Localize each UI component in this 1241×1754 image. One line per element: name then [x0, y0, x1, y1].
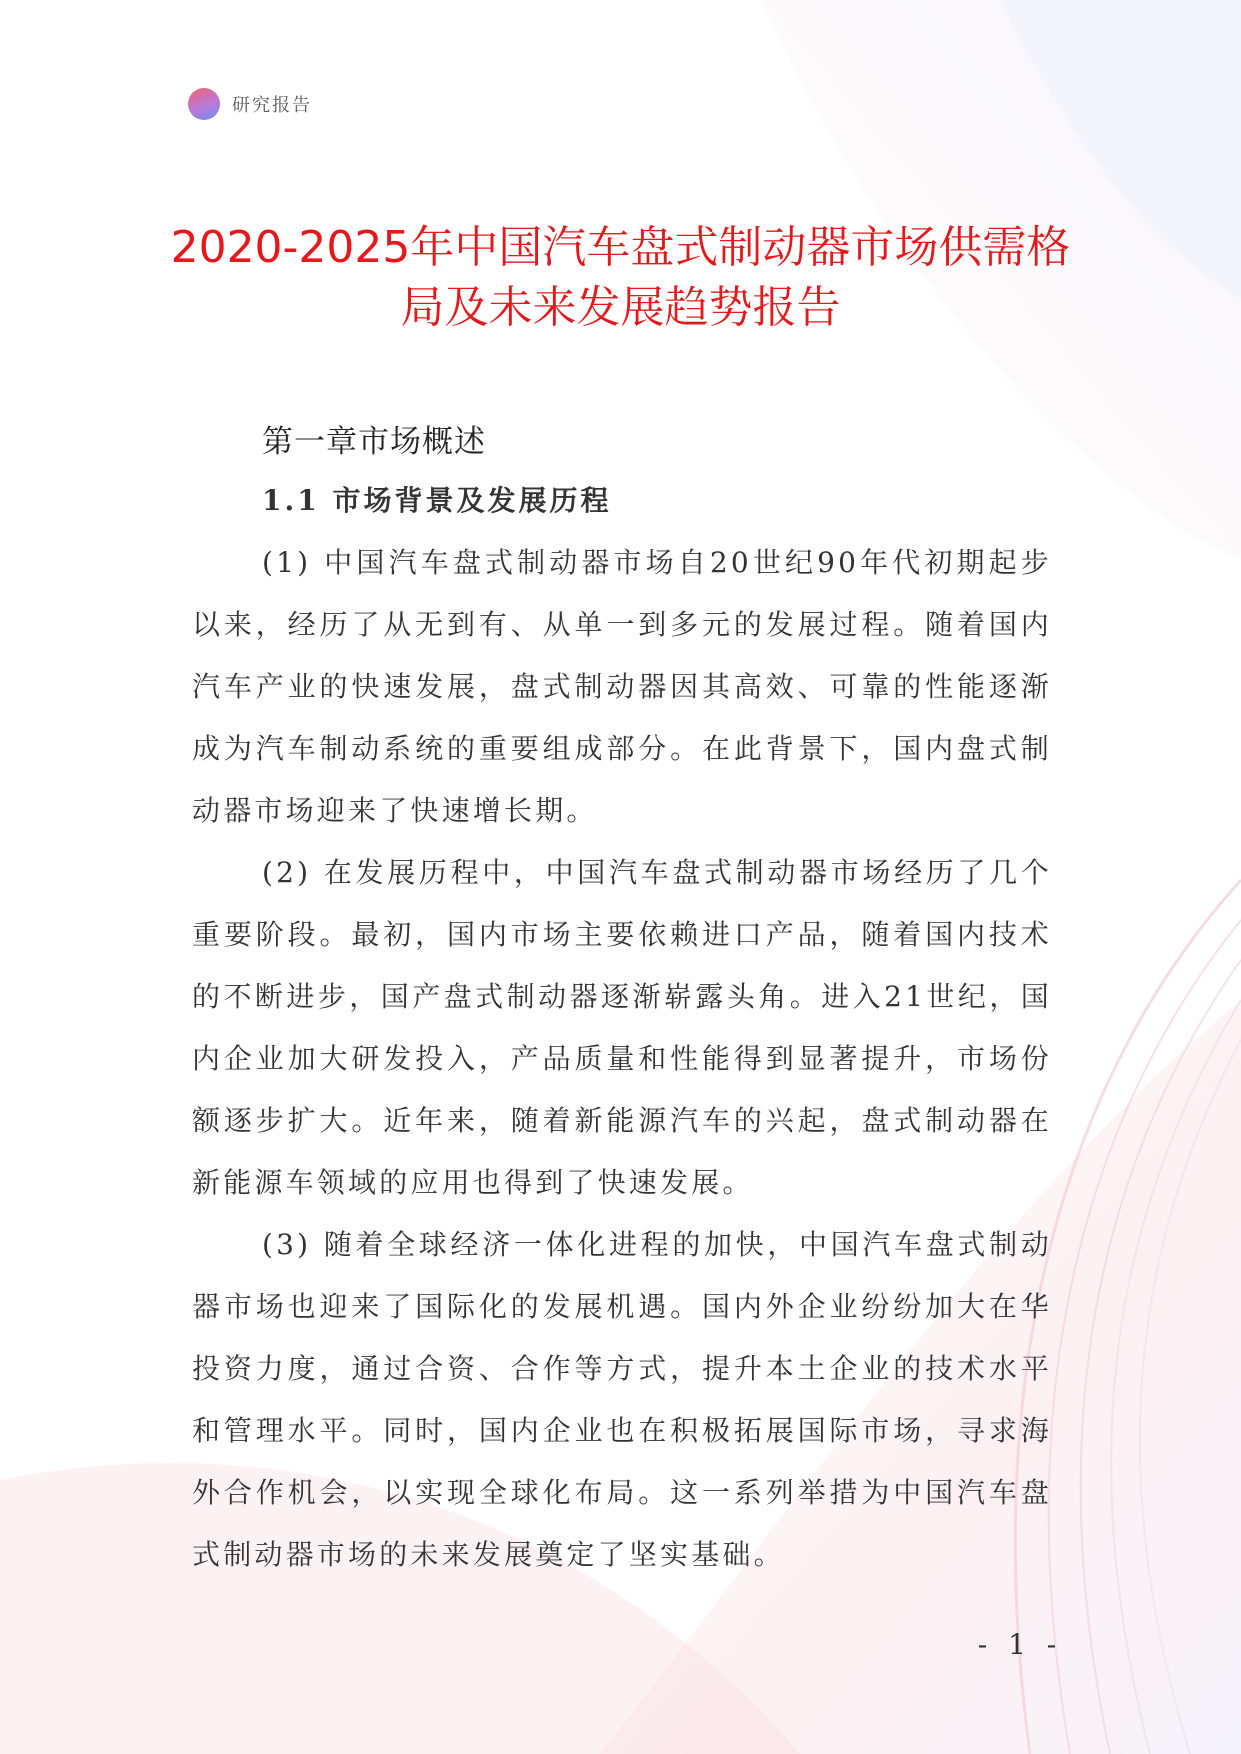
document-body — [192, 414, 1052, 1586]
header-label: 研究报告 — [232, 95, 312, 116]
document-title: 2020-2025年中国汽车盘式制动器市场供需格局及未来发展趋势报告 — [170, 222, 1071, 333]
brand-logo-icon — [188, 88, 220, 120]
body-paragraph: (1) 中国汽车盘式制动器市场自20世纪90年代初期起步以来，经历了从无到有、从单一到多元的发展过程。随着国内汽车产业的快速发展，盘式制动器因其高效、可靠的性能逐渐成为汽车制动系统的重要组成部分。在此背景下，国内盘式制动器市场迎来了快速增长期。 — [192, 546, 1052, 827]
body-paragraph: (2) 在发展历程中，中国汽车盘式制动器市场经历了几个重要阶段。最初，国内市场主要依赖进口产品，随着国内技术的不断进步，国产盘式制动器逐渐崭露头角。进入21世纪，国内企业加大研发投入，产品质量和性能得到显著提升，市场份额逐步扩大。近年来，随着新能源汽车的兴起，盘式制动器在新能源车领域的应用也得到了快速发展。 — [192, 856, 1052, 1199]
chapter-heading: 第一章市场概述 — [262, 424, 486, 460]
body-paragraph: (3) 随着全球经济一体化进程的加快，中国汽车盘式制动器市场也迎来了国际化的发展机遇。国内外企业纷纷加大在华投资力度，通过合资、合作等方式，提升本土企业的技术水平和管理水平。同时，国内企业也在积极拓展国际市场，寻求海外合作机会，以实现全球化布局。这一系列举措为中国汽车盘式制动器市场的未来发展奠定了坚实基础。 — [192, 1228, 1052, 1571]
page-number: - 1 - — [977, 1628, 1063, 1661]
report-header — [188, 88, 312, 120]
section-heading: 1.1 市场背景及发展历程 — [262, 484, 612, 517]
